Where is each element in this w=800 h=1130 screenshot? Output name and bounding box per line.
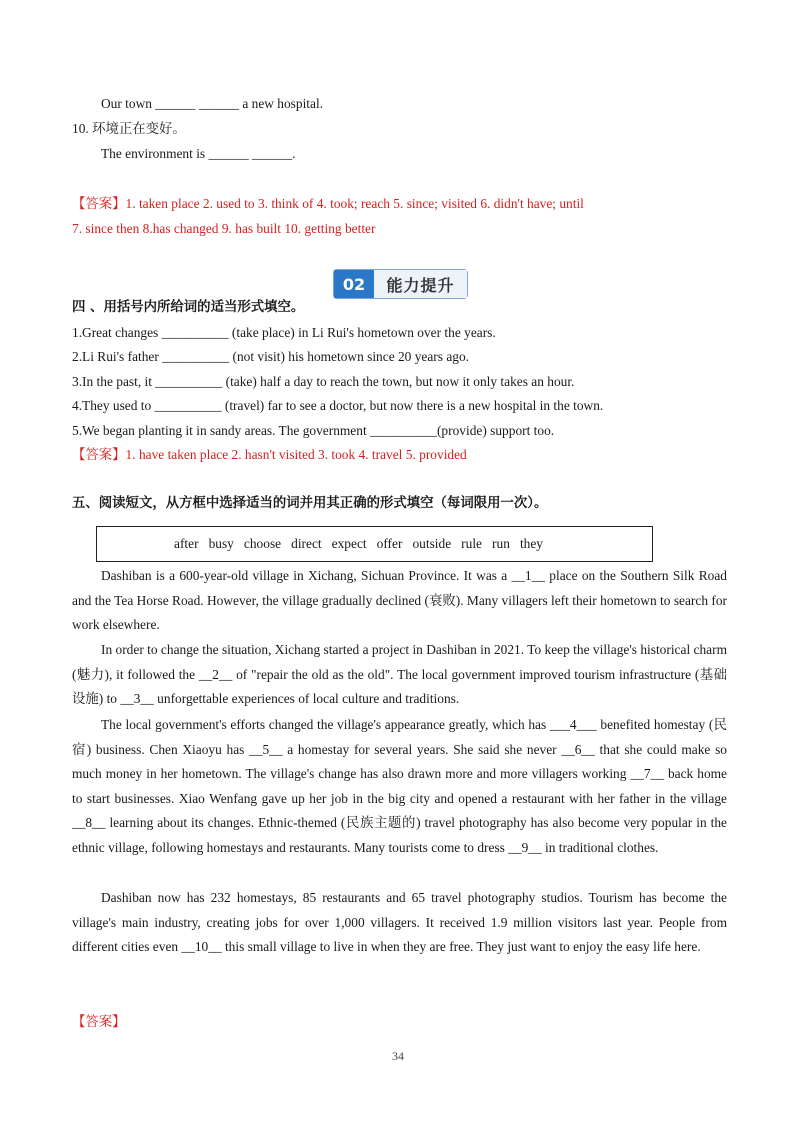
section-4-item: 4.They used to __________ (travel) far to see a doctor, but now there is a new hospital in the town.: [72, 398, 604, 413]
question-10-chinese: 10. 环境正在变好。: [72, 121, 186, 136]
word-bank: after busy choose direct expect offer outside rule run they: [174, 536, 543, 551]
section-5-answer-label: 【答案】: [72, 1014, 126, 1029]
answer-key-line-2: 7. since then 8.has changed 9. has built 10. getting better: [72, 221, 376, 236]
passage-paragraph-4: Dashiban now has 232 homestays, 85 restaurants and 65 travel photography studios. Tourism has become the village's main industry, creating jobs for over 1,000 villagers. It received 1.9 million visitors last year. People from different cities even __10__ this small village to live in when they are free. They just want to enjoy the easy life here.: [72, 890, 727, 955]
town-sentence: Our town ______ ______ a new hospital.: [101, 96, 324, 111]
passage-paragraph-3: The local government's efforts changed the village's appearance greatly, which has ___4___ benefited homestay (民宿) business. Chen Xiaoyu has __5__ a homestay for several years. She said she never __6__ that she could make so much money in her hometown. The village's change has also drawn more and more villagers working __7__ back home to start businesses. Xiao Wenfang gave up her job in the big city and opened a restaurant with her father in the village __8__ learning about its changes. Ethnic-themed (民族主题的) travel photography has also become very popular in the ethnic village, following homestays and restaurants. Many tourists come to dress __9__ in traditional clothes.: [72, 717, 727, 855]
answer-key-line-1: 【答案】1. taken place 2. used to 3. think of 4. took; reach 5. since; visited 6. didn't have; until: [72, 196, 584, 211]
section-title: 能力提升: [374, 270, 467, 298]
page-number: 34: [392, 1049, 404, 1063]
section-4-item: 1.Great changes __________ (take place) in Li Rui's hometown over the years.: [72, 325, 496, 340]
section-number: 02: [334, 270, 374, 298]
section-badge: [333, 269, 468, 299]
question-10-english: The environment is ______ ______.: [101, 146, 296, 161]
section-5-heading: 五、阅读短文，从方框中选择适当的词并用其正确的形式填空（每词限用一次）。: [72, 496, 548, 511]
section-4-item: 5.We began planting it in sandy areas. The government __________(provide) support too.: [72, 423, 555, 438]
passage-paragraph-1: Dashiban is a 600-year-old village in Xichang, Sichuan Province. It was a __1__ place on the Southern Silk Road and the Tea Horse Road. However, the village gradually declined (衰败). Many villagers left their hometown to search for work elsewhere.: [72, 568, 727, 633]
section-4-answer: 【答案】1. have taken place 2. hasn't visited 3. took 4. travel 5. provided: [72, 447, 467, 462]
section-4-item: 2.Li Rui's father __________ (not visit) his hometown since 20 years ago.: [72, 349, 470, 364]
section-4-item: 3.In the past, it __________ (take) half a day to reach the town, but now it only takes an hour.: [72, 374, 575, 389]
passage-paragraph-2: In order to change the situation, Xichang started a project in Dashiban in 2021. To keep the village's historical charm (魅力), it followed the __2__ of "repair the old as the old". The local government improved tourism infrastructure (基础设施) to __3__ unforgettable experiences of local culture and traditions.: [72, 642, 727, 707]
word-bank-box: [96, 526, 653, 562]
section-4-heading: 四 、用括号内所给词的适当形式填空。: [72, 300, 305, 315]
